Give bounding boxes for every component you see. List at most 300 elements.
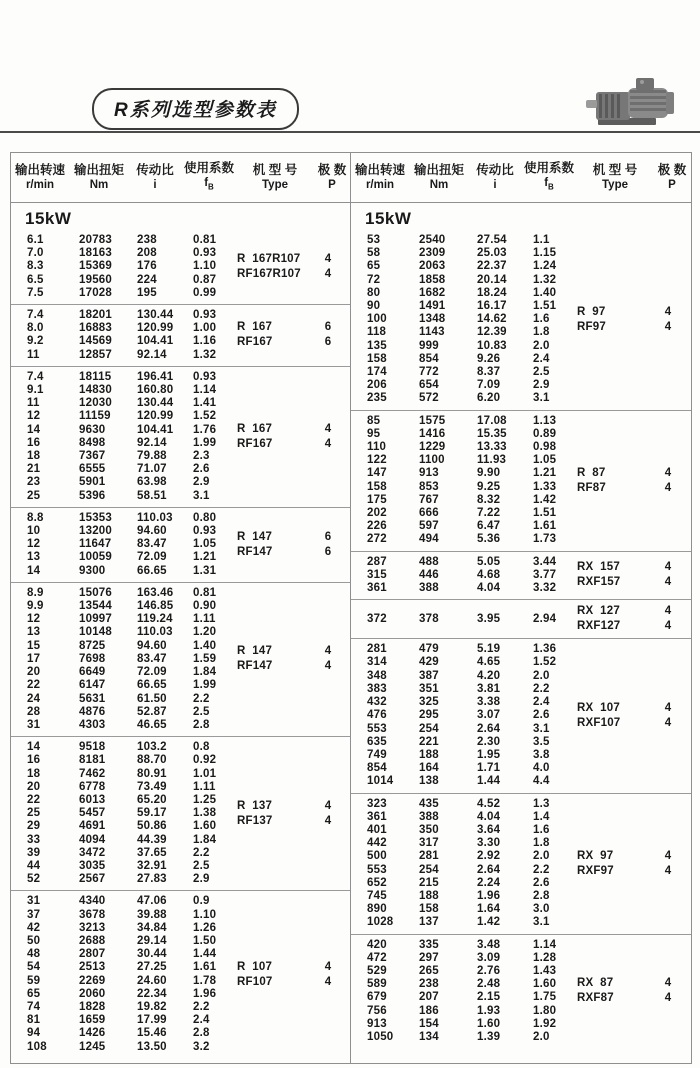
table-row: [367, 569, 577, 582]
cell-torque: 1143: [419, 326, 445, 339]
group-rows: [11, 512, 237, 578]
table-row: [27, 335, 237, 348]
cell-speed: 16: [27, 754, 41, 767]
cell-speed: 8.9: [27, 586, 44, 599]
cell-speed: 50: [27, 934, 41, 947]
type-label: R 137: [237, 799, 273, 812]
cell-ratio: 3.81: [477, 682, 501, 695]
type-poles-block: [577, 560, 691, 590]
cell-torque: 378: [419, 612, 439, 625]
table-row: [367, 749, 577, 762]
type-line: [577, 864, 691, 879]
cell-speed: 12: [27, 410, 41, 423]
cell-ratio: 66.65: [137, 564, 167, 577]
cell-speed: 553: [367, 722, 387, 735]
cell-usage-factor: 0.93: [193, 247, 217, 260]
cell-usage-factor: 1.11: [193, 613, 216, 626]
cell-speed: 7.4: [27, 370, 44, 383]
cell-torque: 138: [419, 775, 439, 788]
cell-ratio: 1.93: [477, 1004, 501, 1017]
table-row: [367, 556, 577, 569]
cell-ratio: 65.20: [137, 793, 167, 806]
cell-ratio: 15.46: [137, 1027, 167, 1040]
cell-usage-factor: 1.26: [193, 921, 217, 934]
table-group: [351, 551, 691, 600]
column-header-type: 机 型 号 Type: [252, 163, 298, 191]
cell-ratio: 17.08: [477, 414, 507, 427]
cell-usage-factor: 2.8: [193, 1027, 210, 1040]
cell-speed: 8.3: [27, 260, 44, 273]
cell-speed: 1014: [367, 775, 394, 788]
cell-ratio: 103.2: [137, 741, 167, 754]
cell-speed: 72: [367, 273, 381, 286]
cell-torque: 767: [419, 493, 439, 506]
cell-torque: 853: [419, 480, 439, 493]
cell-torque: 137: [419, 916, 439, 929]
table-row: [27, 397, 237, 410]
cell-speed: 372: [367, 612, 387, 625]
cell-torque: 18201: [79, 309, 112, 322]
cell-torque: 15369: [79, 260, 112, 273]
table-row: [27, 895, 237, 908]
cell-usage-factor: 2.0: [533, 1030, 550, 1043]
table-row: [367, 441, 577, 454]
type-poles-block: [577, 701, 691, 731]
cell-torque: 325: [419, 696, 439, 709]
table-row: [27, 309, 237, 322]
cell-speed: 11: [27, 397, 40, 410]
poles-value: 4: [664, 620, 672, 633]
cell-ratio: 3.07: [477, 709, 501, 722]
cell-speed: 29: [27, 820, 41, 833]
cell-speed: 58: [367, 247, 381, 260]
cell-ratio: 71.07: [137, 463, 167, 476]
cell-speed: 20: [27, 666, 41, 679]
table-row: [27, 640, 237, 653]
table-row: [367, 877, 577, 890]
cell-ratio: 94.60: [137, 525, 167, 538]
page-title: R系列选型参数表: [92, 88, 299, 130]
table-group: [351, 599, 691, 638]
cell-usage-factor: 2.6: [193, 463, 210, 476]
cell-ratio: 3.09: [477, 951, 501, 964]
cell-speed: 20: [27, 780, 41, 793]
type-line: [237, 960, 350, 975]
cell-usage-factor: 1.01: [193, 767, 217, 780]
table-row: [367, 978, 577, 991]
cell-torque: 6649: [79, 666, 106, 679]
cell-speed: 635: [367, 735, 387, 748]
poles-value: 4: [664, 576, 672, 589]
cell-usage-factor: 1.21: [193, 551, 217, 564]
power-rating-label: 15kW: [25, 209, 72, 228]
poles-value: 4: [664, 466, 672, 479]
table-row: [27, 1014, 237, 1027]
cell-ratio: 73.49: [137, 780, 167, 793]
table-row: [27, 287, 237, 300]
cell-ratio: 4.68: [477, 568, 501, 581]
cell-ratio: 18.24: [477, 286, 507, 299]
cell-ratio: 12.39: [477, 326, 507, 339]
table-group: [351, 230, 691, 410]
cell-torque: 238: [419, 978, 439, 991]
group-rows: [351, 556, 577, 596]
cell-torque: 6147: [79, 679, 106, 692]
type-label: RF147: [237, 545, 273, 558]
type-label: R 87: [577, 466, 606, 479]
cell-ratio: 104.41: [137, 335, 174, 348]
table-row: [367, 260, 577, 273]
cell-usage-factor: 2.5: [533, 366, 550, 379]
cell-usage-factor: 2.6: [533, 709, 550, 722]
cell-torque: 15076: [79, 586, 112, 599]
table-row: [367, 454, 577, 467]
table-row: [367, 736, 577, 749]
cell-ratio: 4.04: [477, 582, 501, 595]
table-group: [11, 890, 350, 1057]
cell-usage-factor: 1.14: [533, 938, 557, 951]
cell-ratio: 2.15: [477, 991, 501, 1004]
cell-ratio: 176: [137, 260, 157, 273]
cell-usage-factor: 1.59: [193, 652, 217, 665]
table-row: [367, 965, 577, 978]
cell-usage-factor: 0.98: [533, 441, 557, 454]
cell-ratio: 130.44: [137, 309, 174, 322]
cell-torque: 154: [419, 1017, 439, 1030]
table-row: [367, 656, 577, 669]
cell-usage-factor: 3.0: [533, 903, 550, 916]
type-label: RXF157: [577, 576, 621, 589]
table-row: [367, 1031, 577, 1044]
cell-ratio: 27.54: [477, 234, 507, 246]
table-row: [27, 961, 237, 974]
table-row: [367, 696, 577, 709]
cell-ratio: 2.92: [477, 850, 501, 863]
cell-ratio: 3.30: [477, 837, 501, 850]
type-line: [237, 252, 350, 267]
cell-speed: 118: [367, 326, 387, 339]
cell-ratio: 7.09: [477, 379, 501, 392]
table-row: [27, 935, 237, 948]
cell-usage-factor: 1.75: [533, 991, 557, 1004]
group-rows: [11, 741, 237, 886]
cell-speed: 1028: [367, 916, 394, 929]
type-label: RF87: [577, 481, 606, 494]
table-row: [367, 234, 577, 247]
cell-usage-factor: 1.31: [193, 564, 217, 577]
cell-ratio: 61.50: [137, 692, 167, 705]
cell-usage-factor: 1.42: [533, 493, 557, 506]
cell-speed: 31: [27, 718, 41, 731]
cell-ratio: 119.24: [137, 613, 173, 626]
cell-torque: 19560: [79, 273, 112, 286]
cell-ratio: 46.65: [137, 718, 167, 731]
type-line: [577, 604, 691, 619]
cell-speed: 323: [367, 797, 387, 810]
table-row: [27, 922, 237, 935]
cell-torque: 666: [419, 507, 439, 520]
table-row: [27, 424, 237, 437]
table-row: [27, 437, 237, 450]
cell-usage-factor: 1.51: [533, 507, 557, 520]
table-row: [27, 247, 237, 260]
table-row: [367, 326, 577, 339]
cell-speed: 48: [27, 948, 41, 961]
cell-ratio: 4.04: [477, 810, 501, 823]
cell-torque: 5631: [79, 692, 106, 705]
column-header-poles: 极 数 P: [317, 163, 347, 191]
table-row: [367, 850, 577, 863]
cell-ratio: 2.30: [477, 735, 501, 748]
cell-ratio: 163.46: [137, 586, 174, 599]
cell-ratio: 1.42: [477, 916, 501, 929]
table-row: [27, 371, 237, 384]
cell-speed: 652: [367, 876, 387, 889]
cell-ratio: 7.22: [477, 507, 501, 520]
cell-usage-factor: 1.41: [193, 397, 217, 410]
cell-speed: 11: [27, 348, 40, 361]
cell-speed: 529: [367, 964, 387, 977]
poles-value: 4: [664, 992, 672, 1005]
cell-speed: 348: [367, 669, 387, 682]
table-row: [27, 653, 237, 666]
table-row: [27, 476, 237, 489]
cell-torque: 1828: [79, 1000, 106, 1013]
cell-ratio: 110.03: [137, 626, 173, 639]
table-row: [367, 824, 577, 837]
table-group: [351, 934, 691, 1049]
cell-usage-factor: 1.21: [533, 467, 557, 480]
cell-speed: 54: [27, 961, 41, 974]
table-row: [367, 274, 577, 287]
cell-ratio: 110.03: [137, 511, 173, 524]
cell-speed: 315: [367, 568, 387, 581]
cell-speed: 442: [367, 837, 387, 850]
group-rows: [11, 587, 237, 732]
cell-ratio: 34.84: [137, 921, 167, 934]
cell-usage-factor: 4.0: [533, 762, 550, 775]
cell-speed: 314: [367, 656, 387, 669]
cell-usage-factor: 1.44: [193, 948, 217, 961]
cell-usage-factor: 1.05: [533, 454, 557, 467]
cell-usage-factor: 1.4: [533, 810, 550, 823]
cell-ratio: 3.48: [477, 938, 501, 951]
cell-ratio: 2.64: [477, 722, 501, 735]
table-group: [11, 736, 350, 890]
header-divider-rule: [0, 131, 700, 133]
cell-ratio: 13.33: [477, 441, 507, 454]
type-line: [237, 814, 350, 829]
type-line: [237, 422, 350, 437]
cell-torque: 3678: [79, 908, 106, 921]
cell-speed: 401: [367, 823, 387, 836]
cell-speed: 13: [27, 551, 41, 564]
cell-ratio: 15.35: [477, 427, 507, 440]
cell-speed: 65: [367, 260, 381, 273]
table-row: [367, 287, 577, 300]
type-line: [237, 320, 350, 335]
table-group: [11, 507, 350, 582]
type-line: [577, 305, 691, 320]
cell-speed: 589: [367, 978, 387, 991]
table-row: [27, 626, 237, 639]
cell-usage-factor: 1.99: [193, 436, 217, 449]
table-row: [367, 864, 577, 877]
table-row: [367, 939, 577, 952]
cell-speed: 37: [27, 908, 41, 921]
type-label: RX 157: [577, 561, 620, 574]
table-row: [367, 643, 577, 656]
poles-value: 4: [664, 561, 672, 574]
cell-speed: 9.1: [27, 384, 44, 397]
cell-torque: 429: [419, 656, 439, 669]
cell-torque: 854: [419, 352, 439, 365]
group-rows: [11, 895, 237, 1053]
cell-usage-factor: 3.32: [533, 582, 557, 595]
cell-usage-factor: 1.36: [533, 643, 557, 656]
poles-value: 4: [324, 437, 332, 450]
type-label: R 167: [237, 321, 273, 334]
cell-ratio: 24.60: [137, 974, 167, 987]
cell-ratio: 72.09: [137, 551, 167, 564]
cell-speed: 25: [27, 489, 41, 502]
cell-torque: 18115: [79, 370, 112, 383]
table-group: [351, 410, 691, 551]
table-row: [27, 525, 237, 538]
cell-ratio: 29.14: [137, 934, 167, 947]
cell-ratio: 160.80: [137, 384, 174, 397]
cell-torque: 1426: [79, 1027, 106, 1040]
cell-ratio: 9.90: [477, 467, 501, 480]
cell-ratio: 2.64: [477, 863, 501, 876]
cell-torque: 446: [419, 568, 439, 581]
group-rows: [351, 798, 577, 930]
group-rows: [351, 613, 577, 626]
poles-value: 4: [664, 605, 672, 618]
table-row: [367, 467, 577, 480]
table-row: [27, 706, 237, 719]
cell-usage-factor: 1.16: [193, 335, 217, 348]
cell-torque: 12857: [79, 348, 112, 361]
table-row: [27, 1001, 237, 1014]
poles-value: 4: [324, 268, 332, 280]
cell-torque: 13200: [79, 525, 112, 538]
type-label: R 97: [577, 305, 606, 318]
cell-usage-factor: 1.60: [533, 978, 557, 991]
cell-torque: 10059: [79, 551, 112, 564]
poles-value: 4: [324, 645, 332, 658]
table-row: [27, 587, 237, 600]
type-label: R 167R107: [237, 253, 301, 265]
cell-usage-factor: 0.90: [193, 600, 217, 613]
type-label: RXF107: [577, 716, 621, 729]
cell-usage-factor: 1.52: [533, 656, 557, 669]
cell-ratio: 16.17: [477, 300, 507, 313]
cell-usage-factor: 2.5: [193, 859, 210, 872]
cell-ratio: 3.38: [477, 696, 501, 709]
table-row: [27, 807, 237, 820]
cell-usage-factor: 1.51: [533, 300, 557, 313]
cell-speed: 472: [367, 951, 387, 964]
cell-usage-factor: 2.5: [193, 705, 210, 718]
type-line: [577, 560, 691, 575]
cell-ratio: 50.86: [137, 820, 167, 833]
table-row: [27, 463, 237, 476]
cell-usage-factor: 0.80: [193, 511, 217, 524]
cell-usage-factor: 2.8: [533, 889, 550, 902]
cell-usage-factor: 2.0: [533, 339, 550, 352]
cell-usage-factor: 1.25: [193, 793, 217, 806]
cell-ratio: 59.17: [137, 807, 167, 820]
cell-ratio: 4.65: [477, 656, 501, 669]
table-row: [27, 847, 237, 860]
cell-speed: 383: [367, 682, 387, 695]
cell-ratio: 20.14: [477, 273, 507, 286]
cell-torque: 9518: [79, 741, 106, 754]
table-group: [11, 304, 350, 366]
cell-usage-factor: 1.14: [193, 384, 217, 397]
cell-speed: 65: [27, 987, 41, 1000]
cell-torque: 2540: [419, 234, 446, 246]
cell-torque: 1491: [419, 300, 446, 313]
cell-ratio: 52.87: [137, 705, 167, 718]
cell-ratio: 63.98: [137, 476, 167, 489]
type-poles-block: [237, 644, 350, 674]
type-line: [237, 659, 350, 674]
cell-ratio: 5.36: [477, 533, 501, 546]
type-line: [237, 644, 350, 659]
type-label: R 107: [237, 960, 273, 973]
poles-value: 4: [324, 422, 332, 435]
type-label: RX 127: [577, 605, 620, 618]
cell-speed: 745: [367, 889, 387, 902]
cell-ratio: 30.44: [137, 948, 167, 961]
cell-torque: 435: [419, 797, 439, 810]
table-row: [27, 1041, 237, 1054]
column-header-ratio: 传动比 i: [136, 163, 174, 191]
cell-ratio: 146.85: [137, 600, 174, 613]
cell-torque: 1416: [419, 427, 446, 440]
table-row: [367, 428, 577, 441]
table-row: [367, 353, 577, 366]
cell-usage-factor: 1.84: [193, 666, 217, 679]
type-poles-block: [577, 466, 691, 496]
cell-speed: 9.2: [27, 335, 44, 348]
cell-speed: 553: [367, 863, 387, 876]
table-row: [27, 410, 237, 423]
cell-usage-factor: 1.20: [193, 626, 217, 639]
type-poles-block: [237, 799, 350, 829]
poles-value: 6: [324, 336, 332, 349]
cell-ratio: 83.47: [137, 652, 167, 665]
type-line: [577, 976, 691, 991]
group-rows: [11, 309, 237, 362]
cell-ratio: 37.65: [137, 846, 167, 859]
cell-torque: 388: [419, 810, 439, 823]
cell-ratio: 5.19: [477, 643, 501, 656]
cell-ratio: 80.91: [137, 767, 167, 780]
type-label: RX 97: [577, 849, 614, 862]
table-row: [367, 520, 577, 533]
poles-value: 4: [324, 799, 332, 812]
cell-torque: 297: [419, 951, 439, 964]
cell-usage-factor: 3.1: [533, 392, 550, 405]
table-row: [367, 313, 577, 326]
poles-value: 4: [324, 253, 332, 265]
cell-speed: 42: [27, 921, 41, 934]
cell-ratio: 3.64: [477, 823, 501, 836]
cell-torque: 597: [419, 520, 439, 533]
